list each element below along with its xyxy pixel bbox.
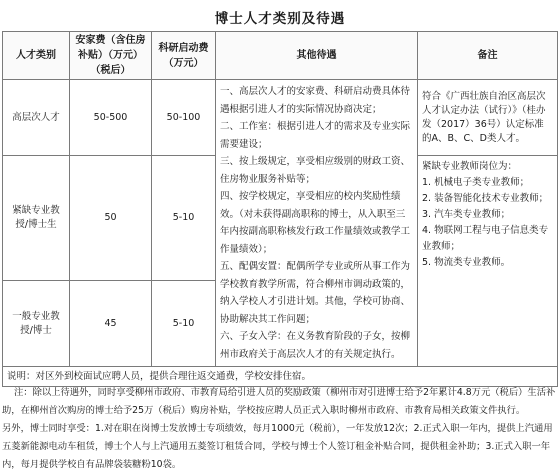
benefit-item: 三、按上级规定，享受相应级别的财政工资、住房物业服务补贴等； (220, 156, 411, 185)
row-settlement-fee: 45 (70, 281, 152, 367)
other-benefits-cell (216, 80, 418, 367)
row-category (3, 281, 70, 367)
shortage-intro: 紧缺专业教师岗位为： (422, 161, 518, 172)
list-item: 3. 汽车类专业教师； (422, 209, 511, 220)
remark-high-level-text: 符合《广西壮族自治区高层次人才认定办法（试行）》（桂办发（2017）36号）认定标准的A、B、C、D类人才。 (422, 90, 546, 144)
benefit-item: 二、工作室：根据引进人才的需求及专业实际需要建设； (220, 121, 411, 150)
header-other-benefits: 其他待遇 (216, 32, 418, 80)
row-settlement-fee: 50-500 (70, 80, 152, 156)
list-item: 1. 机械电子类专业教师； (422, 177, 530, 188)
row-settlement-fee: 50 (70, 156, 152, 281)
row-research-fee: 50-100 (152, 80, 216, 156)
table-row (3, 80, 558, 156)
row-category-text: 一般专业教授/博士 (12, 310, 60, 336)
benefits-list (216, 80, 417, 366)
page-title: 博士人才类别及待遇 (214, 11, 346, 27)
benefit-item: 四、按学校规定，享受相应的校内奖励性绩效。（对未获得副高职称的博士，从入职至三年内按副高职称核发行政工作量绩效或教学工作量绩效）； (220, 191, 411, 255)
benefit-item: 五、配偶安置：配偶所学专业或所从事工作为学校教育教学所需，符合柳州市调动政策的，纳入学校人才引进计划。其他，学校可协商、协助解决其工作问题； (220, 261, 411, 325)
row-research-fee: 5-10 (152, 281, 216, 367)
remark-high-level (418, 80, 558, 156)
header-remark: 备注 (418, 32, 558, 80)
list-item: 5. 物流类专业教师。 (422, 257, 511, 268)
note-paragraph: 另外，博士同时享受：1.对在职在岗博士发放博士专项绩效，每月1000元（税前），一年发放12次；2.正式入职一年内，提供上汽通用五菱新能源电动车租赁，博士个人与上汽通用五菱签订租赁合同，学校与博士个人签订租金补贴合同，提供租金补助；3.正式入职一年内，每月提供学校自有品牌袋装糖粉10袋。 (2, 423, 553, 470)
list-item: 2. 装备智能化技术专业教师； (422, 193, 549, 204)
note-paragraph: 注：除以上待遇外，同时享受柳州市政府、市教育局给引进人员的奖励政策（柳州市对引进博士给予2年累计4.8万元（税后）生活补助，在柳州首次购房的博士给予25万（税后）购房补贴，学校按应聘人员正式入职时柳州市政府、市教育局相关政策文件执行。 (2, 387, 556, 416)
row-category (3, 156, 70, 281)
notes (2, 384, 558, 474)
header-category: 人才类别 (3, 32, 70, 80)
list-item: 4. 物联网工程与电子信息类专业教师； (422, 225, 549, 252)
header-row (3, 32, 558, 80)
shortage-list (418, 156, 557, 274)
header-settlement-fee: 安家费（含住房补贴）（万元）（税后） (70, 32, 152, 80)
benefits-table (2, 31, 558, 387)
row-category-text: 紧缺专业教授/博士生 (12, 205, 60, 230)
explain-text: 说明：对区外到校面试应聘人员，提供合理往返交通费，学校安排住宿。 (3, 367, 558, 387)
row-category: 高层次人才 (3, 80, 70, 156)
benefit-item: 一、高层次人才的安家费、科研启动费具体待遇根据引进人才的实际情况协商决定； (220, 86, 411, 115)
benefit-item: 六、子女入学：在义务教育阶段的子女，按柳州市政府关于高层次人才的有关规定执行。 (220, 331, 411, 360)
remark-shortage (418, 156, 558, 367)
row-research-fee: 5-10 (152, 156, 216, 281)
header-research-fee: 科研启动费（万元） (152, 32, 216, 80)
